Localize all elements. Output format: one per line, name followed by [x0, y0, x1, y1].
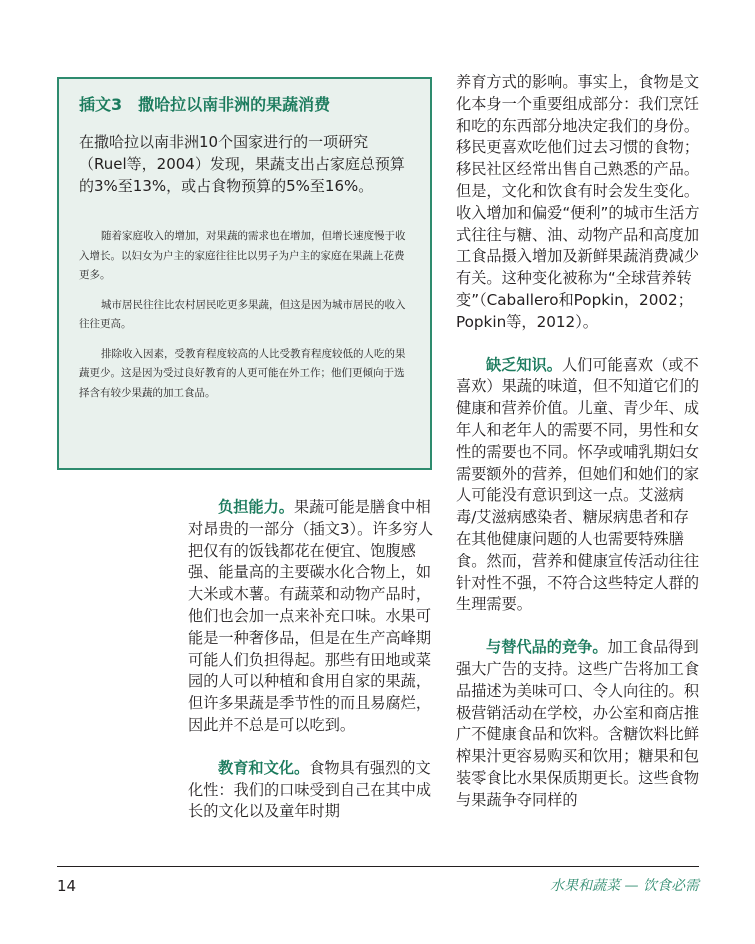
box-paragraph-urban: 城市居民往往比农村居民吃更多果蔬，但这是因为城市居民的收入往往更高。 [79, 298, 406, 330]
left-text-column [188, 497, 438, 823]
culture-continuation-paragraph: 养育方式的影响。事实上，食物是文化本身一个重要组成部分：我们烹饪和吃的东西部分地决定我们的身份。移民更喜欢吃他们过去习惯的食物；移民社区经常出售自己熟悉的产品。但是，文化和饮食有时会发生变化。收入增加和偏爱“便利”的城市生活方式往往与糖、油、动物产品和高度加工食品摄入增加及新鲜果蔬消费减少有关。这种变化被称为“全球营养转变”（Caballero和Popkin，2002；Popkin等，2012）。 [456, 73, 700, 331]
footer-rule [57, 866, 699, 867]
education-paragraph [188, 758, 438, 823]
education-text: 食物具有强烈的文化性：我们的口味受到自己在其中成长的文化以及童年时期 [188, 758, 431, 821]
box-paragraph-education: 排除收入因素，受教育程度较高的人比受教育程度较低的人吃的果蔬更少。这是因为受过良好教育的人更可能在外工作；他们更倾向于选择含有较少果蔬的加工食品。 [79, 347, 406, 399]
running-title: 水果和蔬菜 — 饮食必需 [550, 878, 699, 894]
right-text-column [456, 72, 700, 812]
competition-heading: 与替代品的竞争。 [486, 638, 608, 657]
box-paragraph-income: 随着家庭收入的增加，对果蔬的需求也在增加，但增长速度慢于收入增长。以妇女为户主的家庭往往比以男子为户主的家庭在果蔬上花费更多。 [79, 230, 406, 281]
competition-paragraph [456, 637, 700, 811]
knowledge-text: 人们可能喜欢（或不喜欢）果蔬的味道，但不知道它们的健康和营养价值。儿童、青少年、成年人和老年人的需要不同，男性和女性的需要也不同。怀孕或哺乳期妇女需要额外的营养，但她们和她们的家人可能没有意识到这一点。艾滋病毒/艾滋病感染者、糖尿病患者和存在其他健康问题的人也需要特殊膳食。然而，营养和健康宣传活动往往针对性不强，不符合这些特定人群的生理需要。 [456, 355, 699, 614]
affordability-paragraph [188, 497, 438, 737]
sidebar-box-3 [57, 77, 432, 470]
knowledge-paragraph [456, 355, 700, 617]
page-number: 14 [57, 877, 77, 895]
knowledge-heading: 缺乏知识。 [486, 355, 562, 374]
affordability-heading: 负担能力。 [218, 498, 294, 516]
affordability-text: 果蔬可能是膳食中相对昂贵的一部分（插文3）。许多穷人把仅有的饭钱都花在便宜、饱腹感强、能量高的主要碳水化合物上，如大米或木薯。有蔬菜和动物产品时，他们也会加一点来补充口味。水果可能是一种奢侈品，但是在生产高峰期可能人们负担得起。那些有田地或菜园的人可以种植和食用自家的果蔬，但许多果蔬是季节性的而且易腐烂，因此并不总是可以吃到。 [188, 498, 434, 734]
competition-text: 加工食品得到强大广告的支持。这些广告将加工食品描述为美味可口、令人向往的。积极营销活动在学校，办公室和商店推广不健康食品和饮料。含糖饮料比鲜榨果汁更容易购买和饮用；糖果和包装零食比水果保质期更长。这些食物与果蔬争夺同样的 [456, 638, 699, 809]
box-lead-paragraph: 在撒哈拉以南非洲10个国家进行的一项研究（Ruel等，2004）发现，果蔬支出占家庭总预算的3%至13%，或占食物预算的5%至16%。 [79, 133, 405, 195]
box-title: 插文3 撒哈拉以南非洲的果蔬消费 [79, 95, 331, 114]
education-heading: 教育和文化。 [218, 758, 310, 777]
